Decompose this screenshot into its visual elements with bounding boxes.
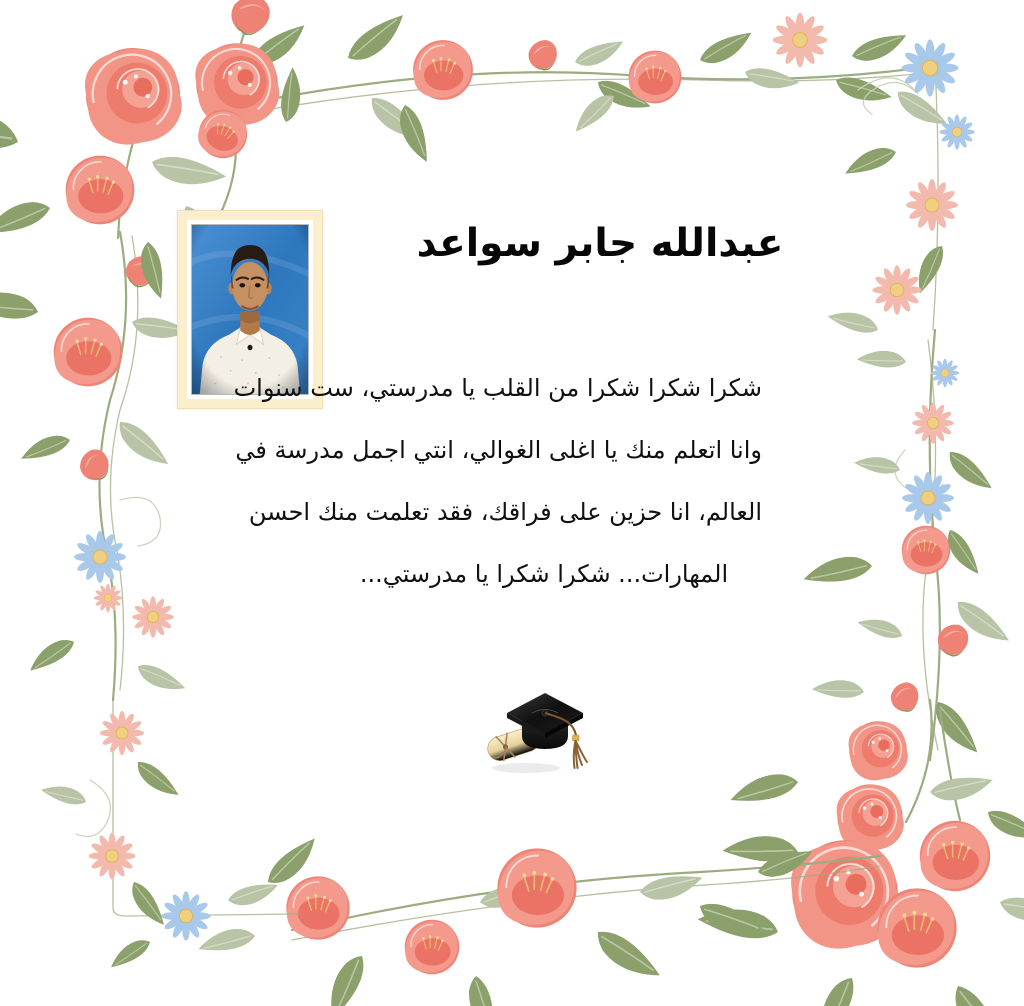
top-garland — [265, 9, 935, 166]
message-line: العالم، انا حزين على فراقك، فقد تعلمت منك احسن — [248, 498, 762, 526]
thank-you-message — [233, 357, 762, 605]
graduation-cap-icon — [484, 678, 606, 778]
student-name-title: عبدالله جابر سواعد — [416, 221, 784, 266]
message-line: المهارات... شكرا شكرا يا مدرستي... — [359, 560, 729, 588]
bottom-left-daisies — [40, 700, 300, 971]
message-line: وانا اتعلم منك يا اغلى الغوالي، انتي اجمل مدرسة في — [235, 436, 762, 464]
bottom-right-rose-cluster — [696, 700, 1024, 1006]
top-right-daisies — [826, 30, 975, 338]
message-line: شكرا شكرا شكرا من القلب يا مدرستي، ست سنوات — [233, 374, 762, 402]
right-garland — [801, 330, 1013, 761]
left-garland — [0, 232, 191, 700]
bottom-garland — [196, 834, 880, 1006]
